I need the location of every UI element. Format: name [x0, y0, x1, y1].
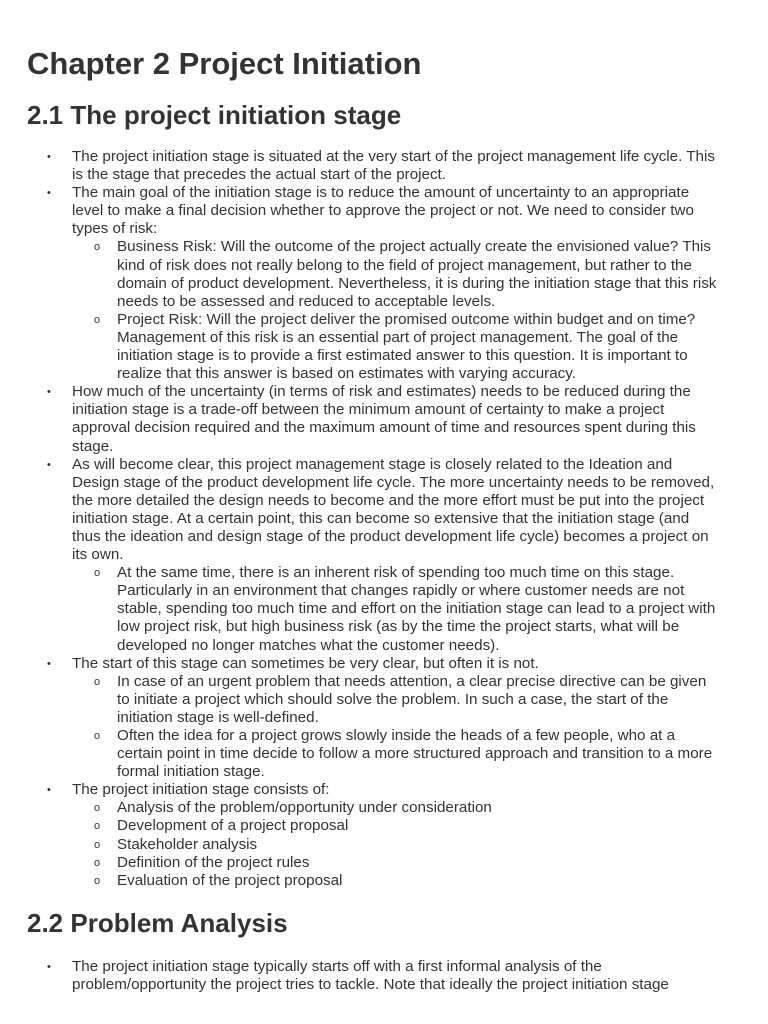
section-heading-2-2: 2.2 Problem Analysis — [27, 907, 288, 938]
circle-bullet-icon: o — [94, 313, 101, 326]
list-item-text: The project initiation stage consists of: — [72, 781, 330, 799]
circle-bullet-icon: o — [94, 675, 101, 688]
chapter-title: Chapter 2 Project Initiation — [27, 46, 422, 81]
sub-list-item — [94, 238, 720, 310]
sub-list — [72, 799, 720, 889]
sub-list-item — [94, 310, 720, 383]
sub-list-item-text: Project Risk: Will the project deliver the promised outcome within budget and on time? Management of this risk is an essential part of project management. The goal of the initiation stage is to provide a first estimated answer to this question. It is important to realize that this answer is based on estimates with varying accuracy. — [117, 310, 696, 383]
list-item — [47, 184, 720, 383]
sub-list — [72, 238, 720, 383]
sub-list-item-text: Definition of the project rules — [117, 853, 310, 871]
list-item — [47, 148, 720, 184]
bullet-icon: • — [47, 151, 51, 163]
sub-list-item — [94, 853, 720, 872]
sub-list-item-text: Often the idea for a project grows slowly inside the heads of a few people, who at a certain point in time decide to follow a more structured approach and transition to a more formal initiation stage. — [117, 727, 713, 781]
section-2-2-bullet-list — [27, 958, 720, 994]
bullet-icon: • — [47, 187, 51, 200]
sub-list — [72, 673, 720, 782]
sub-list-item-text: Business Risk: Will the outcome of the project actually create the envisioned value? This kind of risk does not really belong to the field of project management, but rather to the domain of product development. Nevertheless, it is during the initiation stage that this risk needs to be assessed and reduced to acceptable levels. — [117, 238, 717, 310]
circle-bullet-icon: o — [94, 730, 101, 742]
sub-list-item-text: Analysis of the problem/opportunity under consideration — [117, 799, 492, 817]
list-item — [47, 383, 720, 455]
list-item-text: How much of the uncertainty (in terms of risk and estimates) needs to be reduced during the initiation stage is a trade-off between the minimum amount of certainty to make a project approval decision required and the maximum amount of time and resources spent during this stage. — [72, 383, 696, 455]
circle-bullet-icon: o — [94, 567, 101, 580]
section-heading-2-1: 2.1 The project initiation stage — [27, 100, 402, 130]
bullet-icon: • — [47, 386, 51, 399]
circle-bullet-icon: o — [94, 820, 101, 833]
circle-bullet-icon: o — [94, 874, 101, 887]
sub-list-item — [94, 817, 720, 835]
list-item — [47, 654, 720, 782]
sub-list-item — [94, 564, 720, 654]
bullet-icon: • — [47, 960, 51, 973]
list-item-text: The main goal of the initiation stage is to reduce the amount of uncertainty to an appropriate level to make a final decision whether to approve the project or not. We need to consider two types of risk: — [72, 184, 694, 238]
circle-bullet-icon: o — [94, 856, 101, 869]
circle-bullet-icon: o — [94, 241, 101, 254]
circle-bullet-icon: o — [94, 838, 101, 851]
sub-list-item-text: Development of a project proposal — [117, 817, 349, 835]
sub-list-item-text: Stakeholder analysis — [117, 835, 258, 853]
sub-list-item-text: At the same time, there is an inherent risk of spending too much time on this stage. Particularly in an environment that changes rapidly or where customer needs are not stable, spending too much time and effort on the initiation stage can lead to a project with low project risk, but high business risk (as by the time the project starts, what will be developed no longer matches what the customer needs). — [117, 564, 716, 654]
list-item-text: The project initiation stage typically starts off with a first informal analysis of the problem/opportunity the project tries to tackle. Note that ideally the project initiation stage — [72, 957, 669, 993]
sub-list — [72, 564, 720, 654]
list-item — [47, 455, 720, 655]
sub-list-item-text: Evaluation of the project proposal — [117, 871, 343, 889]
bullet-icon: • — [47, 657, 51, 670]
list-item — [47, 957, 720, 994]
list-item-text: The start of this stage can sometimes be very clear, but often it is not. — [72, 654, 539, 672]
list-item-text: The project initiation stage is situated at the very start of the project management life cycle. This is the stage that precedes the actual start of the project. — [72, 148, 715, 184]
list-item — [47, 781, 720, 890]
list-item-text: As will become clear, this project management stage is closely related to the Ideation and Design stage of the product development life cycle. The more uncertainty needs to be removed, the more detailed the design needs to become and the more effort must be put into the project initiation stage. At a certain point, this can become so extensive that the initiation stage (and thus the ideation and design stage of the product development life cycle) becomes a project on its own. — [72, 455, 715, 564]
sub-list-item-text: In case of an urgent problem that needs attention, a clear precise directive can be given to initiate a project which should solve the problem. In such a case, the start of the initiation stage is well-defined. — [117, 672, 707, 726]
circle-bullet-icon: o — [94, 802, 101, 815]
section-2-1-bullet-list — [27, 148, 720, 890]
bullet-icon: • — [47, 784, 51, 797]
bullet-icon: • — [47, 458, 51, 471]
sub-list-item — [94, 727, 720, 781]
sub-list-item — [94, 871, 720, 890]
sub-list-item — [94, 672, 720, 727]
sub-list-item — [94, 799, 720, 817]
sub-list-item — [94, 835, 720, 854]
